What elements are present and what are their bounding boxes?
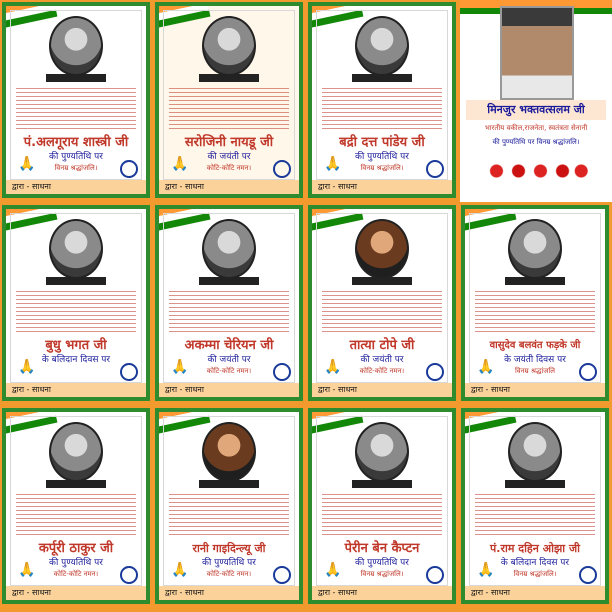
occasion-text: के जयंती दिवस पर (504, 355, 566, 365)
tribute-card-7 (461, 205, 609, 401)
person-name: कर्पूरी ठाकुर जी (38, 541, 114, 556)
folded-hands-icon: 🙏 (324, 359, 342, 375)
person-name: पेरीन बेन कैप्टन (344, 541, 420, 556)
chakra-icon (120, 160, 138, 178)
person-name: रानी गाइदिन्ल्यू जी (192, 542, 266, 555)
chakra-icon (120, 566, 138, 584)
body-text (16, 88, 136, 132)
tribute-text: कोटि-कोटि नमन। (53, 570, 99, 578)
occasion-text: की पुण्यतिथि पर (355, 558, 409, 568)
folded-hands-icon: 🙏 (477, 359, 495, 375)
footer-brand: द्वारा - साधना (465, 586, 605, 600)
body-text (16, 291, 136, 335)
chakra-icon (426, 363, 444, 381)
portrait-photo (508, 422, 562, 482)
person-name: बुधु भगत जी (45, 338, 107, 353)
body-text (322, 88, 442, 132)
tribute-card-2 (155, 2, 303, 198)
person-name: पं.अलगूराय शास्त्री जी (23, 135, 129, 150)
dates-strip (352, 277, 412, 285)
chakra-icon (273, 160, 291, 178)
footer-brand: द्वारा - साधना (159, 383, 299, 397)
occasion-text: की पुण्यतिथि पर (49, 152, 103, 162)
footer-brand: द्वारा - साधना (159, 586, 299, 600)
dates-strip (46, 74, 106, 82)
portrait-photo (49, 422, 103, 482)
chakra-icon (426, 566, 444, 584)
roses-decoration-icon (480, 158, 590, 184)
tribute-card-11 (461, 408, 609, 604)
tribute-card-special (460, 0, 612, 202)
tribute-text: विनम्र श्रद्धांजलि (514, 367, 556, 375)
portrait-photo (500, 6, 574, 100)
occasion-text: के बलिदान दिवस पर (41, 355, 111, 365)
body-text (475, 494, 595, 538)
chakra-icon (426, 160, 444, 178)
body-text (169, 88, 289, 132)
tribute-text: विनम्र श्रद्धांजलि। (54, 164, 98, 172)
person-name: अकम्मा चेरियन जी (184, 338, 274, 353)
portrait-photo (202, 16, 256, 76)
person-name: बद्री दत्त पांडेय जी (339, 135, 425, 150)
chakra-icon (579, 566, 597, 584)
person-name: सरोजिनी नायडू जी (184, 135, 274, 150)
portrait-photo (202, 422, 256, 482)
dates-strip (352, 74, 412, 82)
footer-brand: द्वारा - साधना (312, 586, 452, 600)
folded-hands-icon: 🙏 (18, 156, 36, 172)
tribute-card-1 (2, 2, 150, 198)
occasion-text: के बलिदान दिवस पर (500, 558, 570, 568)
occasion-text: की पुण्यतिथि पर विनम्र श्रद्धांजलि। (492, 138, 580, 146)
chakra-icon (273, 566, 291, 584)
folded-hands-icon: 🙏 (171, 359, 189, 375)
dates-strip (505, 480, 565, 488)
tribute-card-5 (155, 205, 303, 401)
person-name: पं.राम दहिन ओझा जी (490, 542, 580, 555)
dates-strip (46, 277, 106, 285)
portrait-photo (355, 16, 409, 76)
tribute-text: कोटि-कोटि नमन। (206, 570, 252, 578)
dates-strip (199, 480, 259, 488)
tribute-card-4 (2, 205, 150, 401)
tribute-text: कोटि-कोटि नमन। (359, 367, 405, 375)
person-name: मिनजुर भक्तवत्सलम जी (466, 100, 606, 120)
portrait-photo (202, 219, 256, 279)
chakra-icon (120, 363, 138, 381)
portrait-photo (355, 219, 409, 279)
dates-strip (199, 277, 259, 285)
occasion-text: की पुण्यतिथि पर (355, 152, 409, 162)
footer-brand: द्वारा - साधना (6, 586, 146, 600)
person-name: तात्या टोपे जी (349, 338, 415, 353)
footer-brand: द्वारा - साधना (465, 383, 605, 397)
portrait-photo (355, 422, 409, 482)
dates-strip (199, 74, 259, 82)
folded-hands-icon: 🙏 (171, 562, 189, 578)
body-text (322, 291, 442, 335)
tribute-card-6 (308, 205, 456, 401)
tribute-card-10 (308, 408, 456, 604)
folded-hands-icon: 🙏 (18, 562, 36, 578)
chakra-icon (579, 363, 597, 381)
folded-hands-icon: 🙏 (477, 562, 495, 578)
portrait-photo (49, 16, 103, 76)
tribute-card-3 (308, 2, 456, 198)
person-description: भारतीय वकील,राजनेता, स्वतंत्रता सेनानी (484, 124, 588, 132)
occasion-text: की जयंती पर (207, 355, 251, 365)
folded-hands-icon: 🙏 (18, 359, 36, 375)
body-text (16, 494, 136, 538)
dates-strip (505, 277, 565, 285)
portrait-photo (49, 219, 103, 279)
tribute-card-9 (155, 408, 303, 604)
occasion-text: की पुण्यतिथि पर (202, 558, 256, 568)
tribute-text: कोटि-कोटि नमन। (206, 164, 252, 172)
tribute-text: विनम्र श्रद्धांजलि। (513, 570, 557, 578)
tribute-text: विनम्र श्रद्धांजलि। (360, 164, 404, 172)
dates-strip (46, 480, 106, 488)
portrait-photo (508, 219, 562, 279)
folded-hands-icon: 🙏 (324, 156, 342, 172)
footer-brand: द्वारा - साधना (159, 180, 299, 194)
tribute-text: कोटि-कोटि नमन। (206, 367, 252, 375)
occasion-text: की जयंती पर (207, 152, 251, 162)
footer-brand: द्वारा - साधना (6, 180, 146, 194)
chakra-icon (273, 363, 291, 381)
folded-hands-icon: 🙏 (324, 562, 342, 578)
occasion-text: की पुण्यतिथि पर (49, 558, 103, 568)
footer-brand: द्वारा - साधना (312, 180, 452, 194)
body-text (169, 291, 289, 335)
body-text (169, 494, 289, 538)
body-text (322, 494, 442, 538)
person-name: वासुदेव बलवंत फड़के जी (489, 340, 581, 351)
tribute-card-8 (2, 408, 150, 604)
footer-brand: द्वारा - साधना (312, 383, 452, 397)
footer-brand: द्वारा - साधना (6, 383, 146, 397)
folded-hands-icon: 🙏 (171, 156, 189, 172)
dates-strip (352, 480, 412, 488)
occasion-text: की जयंती पर (360, 355, 404, 365)
tribute-text: विनम्र श्रद्धांजलि। (360, 570, 404, 578)
body-text (475, 291, 595, 335)
